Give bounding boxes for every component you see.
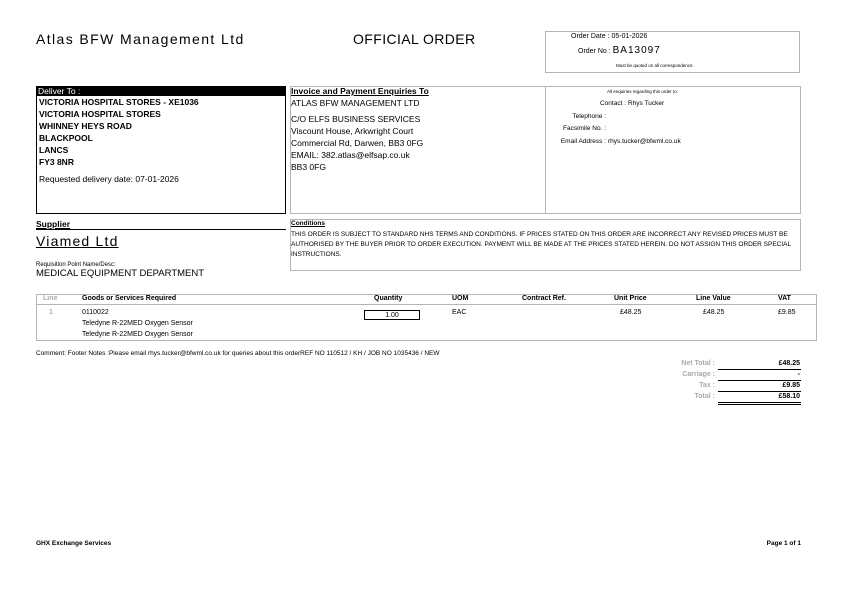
supplier-rule xyxy=(36,229,286,230)
carriage-label: Carriage : xyxy=(682,371,715,378)
requisition-value: MEDICAL EQUIPMENT DEPARTMENT xyxy=(36,268,205,279)
row-uom: EAC xyxy=(452,309,467,316)
invoice-header: Invoice and Payment Enquiries To xyxy=(291,86,429,96)
contact-label: Contact : xyxy=(599,100,626,107)
row-unit-price: £48.25 xyxy=(620,309,642,316)
col-line-value: Line Value xyxy=(696,295,731,302)
net-total-value: £48.25 xyxy=(778,360,800,367)
deliver-line: LANCS xyxy=(39,145,69,155)
row-quantity: 1.00 xyxy=(364,310,420,320)
col-contract: Contract Ref. xyxy=(522,295,566,302)
facsimile-label: Facsimile No. : xyxy=(563,125,606,132)
invoice-line: ATLAS BFW MANAGEMENT LTD xyxy=(291,98,420,108)
invoice-line: EMAIL: 382.atlas@elfsap.co.uk xyxy=(291,150,410,160)
row-line-no: 1 xyxy=(49,309,53,316)
supplier-label: Supplier xyxy=(36,219,71,229)
col-uom: UOM xyxy=(452,295,469,302)
contact-value: Rhys Tucker xyxy=(628,100,665,107)
conditions-text: THIS ORDER IS SUBJECT TO STANDARD NHS TERMS AND CONDITIONS. IF PRICES STATED ON THIS ORDER ARE INCORRECT ANY REVISED PRICES MUST BE AUTHORISED BY THE BUYER PRIOR TO ORDER EXECUTION. PAYMENT WILL BE MADE AT THE PRICES STATED HEREIN. DO NOT ASSIGN THIS ORDER SPECIAL INSTRUCTIONS. xyxy=(291,231,791,258)
carriage-value: - xyxy=(797,371,800,378)
conditions-header: Conditions xyxy=(291,220,325,227)
order-date: Order Date : 05-01-2026 xyxy=(571,33,648,40)
totals-rule xyxy=(718,391,801,392)
enquiries-note: All enquiries regarding this order to: xyxy=(607,89,679,94)
net-total-label: Net Total : xyxy=(681,360,715,367)
deliver-line: WHINNEY HEYS ROAD xyxy=(39,121,132,131)
col-goods: Goods or Services Required xyxy=(82,295,177,302)
invoice-line: Viscount House, Arkwright Court xyxy=(291,126,414,136)
telephone-label: Telephone : xyxy=(572,113,606,120)
tax-value: £9.85 xyxy=(782,382,800,389)
page-number: Page 1 of 1 xyxy=(766,540,801,547)
footer-service: GHX Exchange Services xyxy=(36,540,112,547)
deliver-line: BLACKPOOL xyxy=(39,133,93,143)
requested-delivery-date: Requested delivery date: 07-01-2026 xyxy=(39,174,179,184)
total-value: £58.10 xyxy=(778,393,800,400)
email-label: Email Address : xyxy=(560,138,606,145)
order-number xyxy=(578,45,661,56)
totals-rule xyxy=(718,369,801,370)
col-vat: VAT xyxy=(778,295,791,302)
totals-rule xyxy=(718,402,801,403)
col-unit-price: Unit Price xyxy=(614,295,647,302)
deliver-line: VICTORIA HOSPITAL STORES - XE1036 xyxy=(39,97,199,107)
invoice-line: Commercial Rd, Darwen, BB3 0FG xyxy=(291,138,424,148)
company-name: Atlas BFW Management Ltd xyxy=(36,31,245,47)
supplier-name: Viamed Ltd xyxy=(36,233,119,249)
row-code: 0110022 xyxy=(82,309,109,316)
row-vat: £9.85 xyxy=(778,309,796,316)
must-quote-note: Must be quoted on all correspondence. xyxy=(616,63,694,68)
order-comment: Comment: Footer Notes :Please email rhys.tucker@bfwml.co.uk for queries about this orderREF NO 110512 / KH / JOB NO 1035436 / NEW xyxy=(36,350,440,357)
row-desc: Teledyne R-22MED Oxygen Sensor xyxy=(82,331,193,338)
total-label: Total : xyxy=(694,393,715,400)
order-number-label: Order No : xyxy=(578,48,611,55)
row-desc: Teledyne R-22MED Oxygen Sensor xyxy=(82,320,193,327)
totals-rule xyxy=(718,380,801,381)
invoice-line: BB3 0FG xyxy=(291,162,326,172)
requisition-label: Requisition Point Name/Desc: xyxy=(36,262,116,268)
col-quantity: Quantity xyxy=(374,295,403,302)
totals-double-rule xyxy=(718,404,801,405)
order-number-value: BA13097 xyxy=(612,45,661,56)
deliver-to-header: Deliver To : xyxy=(36,86,286,96)
col-line: Line xyxy=(43,295,58,302)
email-value: rhys.tucker@bfwml.co.uk xyxy=(608,138,681,145)
deliver-line: VICTORIA HOSPITAL STORES xyxy=(39,109,161,119)
deliver-line: FY3 8NR xyxy=(39,157,74,167)
invoice-line: C/O ELFS BUSINESS SERVICES xyxy=(291,114,421,124)
tax-label: Tax : xyxy=(699,382,715,389)
document-title: OFFICIAL ORDER xyxy=(353,31,476,47)
row-line-value: £48.25 xyxy=(703,309,725,316)
